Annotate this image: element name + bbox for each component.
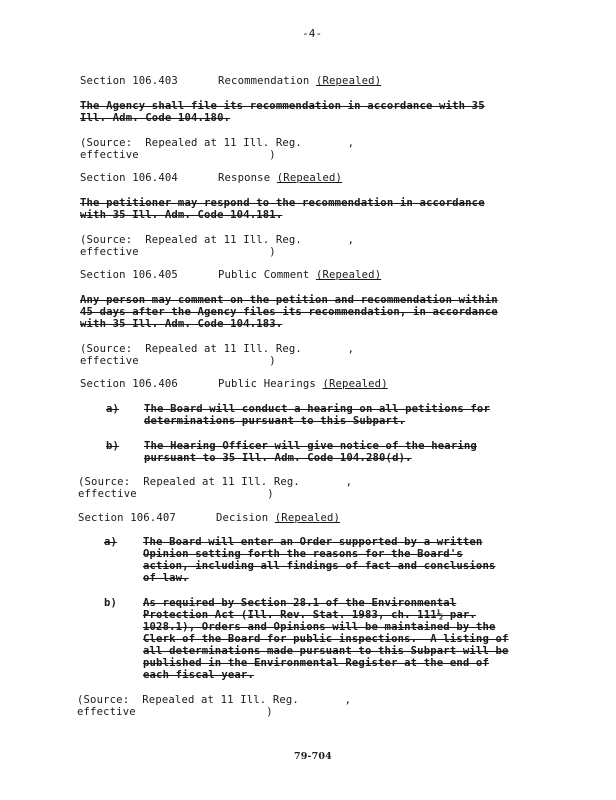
section-403-heading — [80, 75, 381, 87]
section-title: Decision — [216, 512, 269, 524]
section-number: Section 106.403 — [80, 75, 178, 87]
section-407-a-line: action, including all findings of fact and conclusions — [143, 560, 496, 572]
section-407-a-line: The Board will enter an Order supported by a written — [143, 536, 483, 548]
section-number: Section 106.407 — [78, 512, 176, 524]
page-number: -4- — [302, 27, 323, 40]
section-title: Recommendation — [218, 75, 310, 87]
section-406-a-line: determinations pursuant to this Subpart. — [144, 415, 406, 427]
section-407-b-line: all determinations made pursuant to this Subpart will be — [143, 645, 509, 657]
repealed-tag: (Repealed) — [315, 75, 382, 87]
repealed-tag: (Repealed) — [322, 378, 388, 390]
section-407-b-line: published in the Environmental Register at the end of — [143, 657, 489, 669]
section-404-text-line: with 35 Ill. Adm. Code 104.181. — [80, 209, 283, 221]
section-405-heading — [80, 269, 381, 281]
section-407-effective: effective ) — [77, 706, 273, 718]
page-footer-number: 79-704 — [294, 751, 332, 762]
section-404-effective: effective ) — [80, 246, 276, 258]
section-406-a-line: The Board will conduct a hearing on all petitions for — [144, 403, 490, 415]
subsection-label: b) — [104, 597, 118, 609]
section-407-b-line: Protection Act (Ill. Rev. Stat. 1983, ch. 111½ par. — [143, 609, 476, 621]
section-407-b-line: As required by Section 28.1 of the Environmental — [143, 597, 457, 609]
section-405-text-line: with 35 Ill. Adm. Code 104.183. — [80, 318, 283, 330]
section-407-b-line: 1028.1), Orders and Opinions will be maintained by the — [143, 621, 496, 633]
section-404-heading — [80, 172, 342, 184]
repealed-tag: (Repealed) — [274, 512, 341, 524]
section-407-b-line: each fiscal year. — [143, 669, 254, 681]
section-407-b-line: Clerk of the Board for public inspections. A listing of — [143, 633, 509, 645]
section-title: Response — [218, 172, 271, 184]
repealed-tag: (Repealed) — [315, 269, 382, 281]
section-406-effective: effective ) — [78, 488, 274, 500]
section-405-text-line: Any person may comment on the petition and recommendation within — [80, 294, 498, 306]
section-405-source: (Source: Repealed at 11 Ill. Reg. , — [80, 343, 355, 355]
section-number: Section 106.405 — [80, 269, 178, 281]
subsection-label: a) — [104, 536, 118, 548]
section-405-effective: effective ) — [80, 355, 276, 367]
section-407-heading — [78, 512, 340, 524]
section-403-text-line: The Agency shall file its recommendation in accordance with 35 — [80, 100, 485, 112]
subsection-label: b) — [106, 440, 120, 452]
section-407-a-line: Opinion setting forth the reasons for the Board's — [143, 548, 463, 560]
section-number: Section 106.404 — [80, 172, 178, 184]
section-406-b-line: The Hearing Officer will give notice of the hearing — [144, 440, 477, 452]
section-406-b-line: pursuant to 35 Ill. Adm. Code 104.280(d). — [144, 452, 412, 464]
section-405-text-line: 45 days after the Agency files its recommendation, in accordance — [80, 306, 498, 318]
section-407-source: (Source: Repealed at 11 Ill. Reg. , — [77, 694, 352, 706]
section-403-source: (Source: Repealed at 11 Ill. Reg. , — [80, 137, 355, 149]
section-403-text-line: Ill. Adm. Code 104.180. — [80, 112, 231, 124]
section-406-source: (Source: Repealed at 11 Ill. Reg. , — [78, 476, 353, 488]
section-406-heading — [80, 378, 388, 390]
section-407-a-line: of law. — [143, 572, 189, 584]
section-403-effective: effective ) — [80, 149, 276, 161]
section-title: Public Comment — [218, 269, 310, 281]
repealed-tag: (Repealed) — [276, 172, 343, 184]
section-404-text-line: The petitioner may respond to the recommendation in accordance — [80, 197, 485, 209]
section-number: Section 106.406 — [80, 378, 178, 390]
section-404-source: (Source: Repealed at 11 Ill. Reg. , — [80, 234, 355, 246]
section-title: Public Hearings — [218, 378, 316, 390]
subsection-label: a) — [106, 403, 120, 415]
